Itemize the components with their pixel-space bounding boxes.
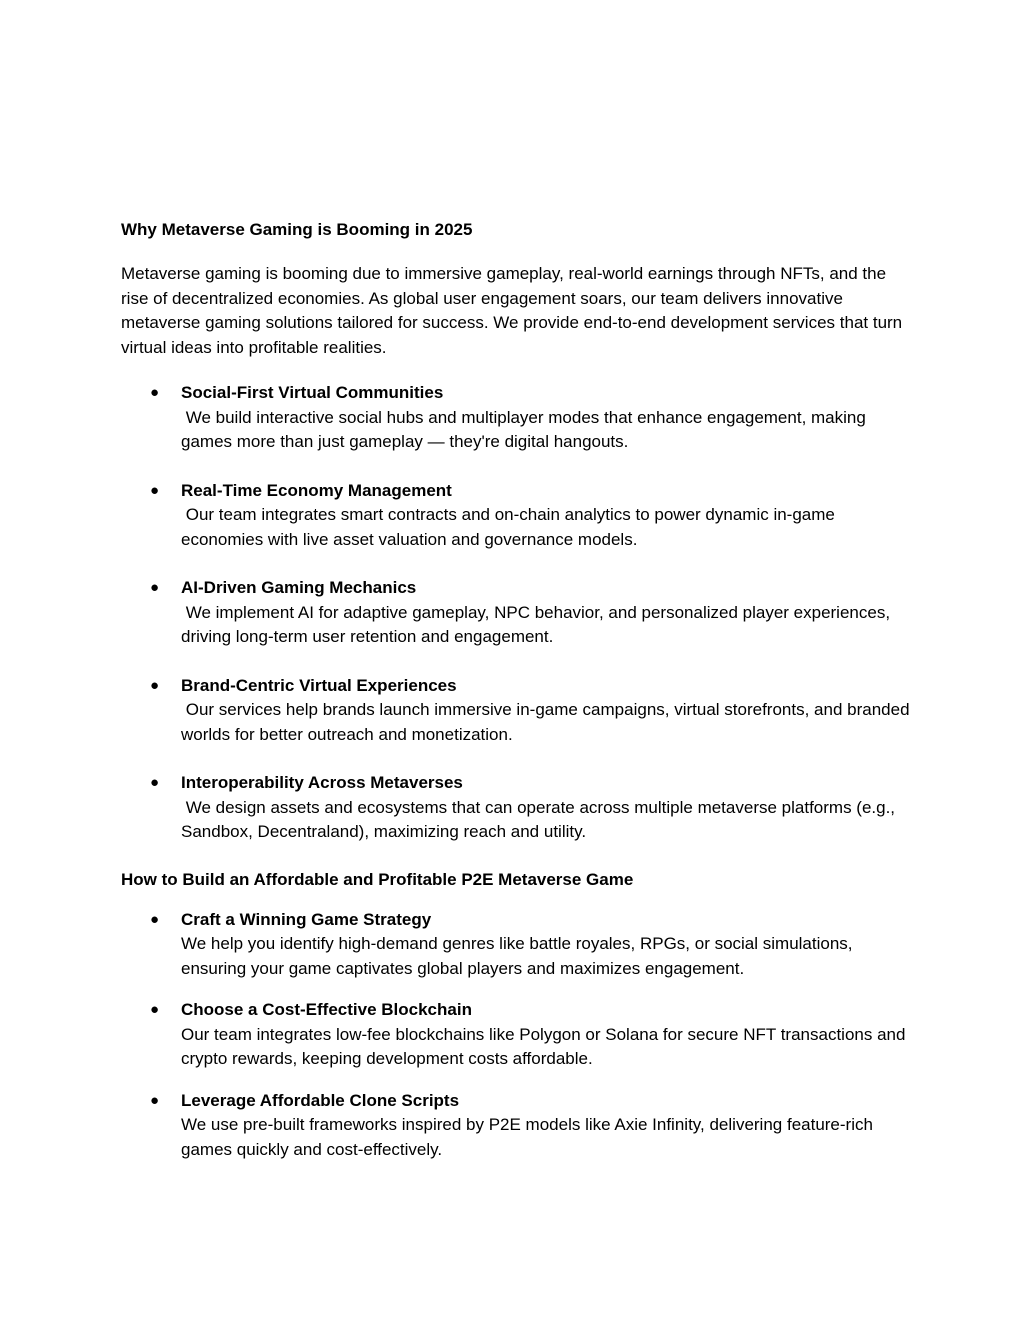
bullet-icon: ● <box>150 676 160 694</box>
list-item <box>121 479 911 553</box>
list-item-title: Craft a Winning Game Strategy <box>181 909 432 929</box>
bullet-icon: ● <box>150 481 160 499</box>
list-item-title: Choose a Cost-Effective Blockchain <box>181 1000 472 1019</box>
list-item-description: We build interactive social hubs and multiplayer modes that enhance engagement, making games more than just gameplay — they're digital hangouts. <box>181 407 871 451</box>
bullet-icon: ● <box>150 1001 160 1018</box>
steps-list <box>121 908 911 1163</box>
list-item-title: Leverage Affordable Clone Scripts <box>181 1090 460 1110</box>
list-item-description: Our team integrates smart contracts and on-chain analytics to power dynamic in-game economies with live asset valuation and governance models. <box>181 505 840 549</box>
list-item-description: We help you identify high-demand genres like battle royales, RPGs, or social simulations, ensuring your game captivates global players and maximizes engagement. <box>181 934 858 978</box>
list-item-description: Our team integrates low-fee blockchains like Polygon or Solana for secure NFT transactions and crypto rewards, keeping development costs affordable. <box>181 1024 911 1068</box>
features-list <box>121 381 915 845</box>
list-item <box>121 771 911 845</box>
list-item-description: We use pre-built frameworks inspired by P2E models like Axie Infinity, delivering feature-rich games quickly and cost-effectively. <box>181 1115 878 1159</box>
list-item-title: Interoperability Across Metaverses <box>181 773 463 792</box>
bullet-icon: ● <box>150 579 160 596</box>
list-item <box>121 576 911 650</box>
list-item <box>121 1089 911 1163</box>
bullet-icon: ● <box>150 910 160 928</box>
list-item-title: Real-Time Economy Management <box>181 480 452 500</box>
list-item <box>121 381 911 455</box>
intro-paragraph: Metaverse gaming is booming due to immersive gameplay, real-world earnings through NFTs, and the rise of decentralized economies. As global user engagement soars, our team delivers innovative metaverse gaming solutions tailored for success. We provide end-to-end development services that turn virtual ideas into profitable realities. <box>121 264 903 357</box>
list-item-description: We implement AI for adaptive gameplay, NPC behavior, and personalized player experiences, driving long-term user retention and engagement. <box>181 602 895 646</box>
list-item-title: Social-First Virtual Communities <box>181 383 444 402</box>
bullet-icon: ● <box>150 774 160 791</box>
list-item-description: We design assets and ecosystems that can operate across multiple metaverse platforms (e.g., Sandbox, Decentraland), maximizing reach and utility. <box>181 797 900 841</box>
list-item <box>121 674 915 748</box>
list-item-title: Brand-Centric Virtual Experiences <box>181 675 457 695</box>
bullet-icon: ● <box>150 384 160 401</box>
list-item <box>121 908 911 982</box>
document-page <box>121 219 915 1179</box>
section-heading-how-to-build: How to Build an Affordable and Profitable P2E Metaverse Game <box>121 869 634 889</box>
section-heading-why-metaverse: Why Metaverse Gaming is Booming in 2025 <box>121 220 473 239</box>
list-item-title: AI-Driven Gaming Mechanics <box>181 578 417 597</box>
list-item-description: Our services help brands launch immersive in-game campaigns, virtual storefronts, and branded worlds for better outreach and monetization. <box>181 700 915 744</box>
list-item <box>121 998 911 1072</box>
bullet-icon: ● <box>150 1091 160 1109</box>
